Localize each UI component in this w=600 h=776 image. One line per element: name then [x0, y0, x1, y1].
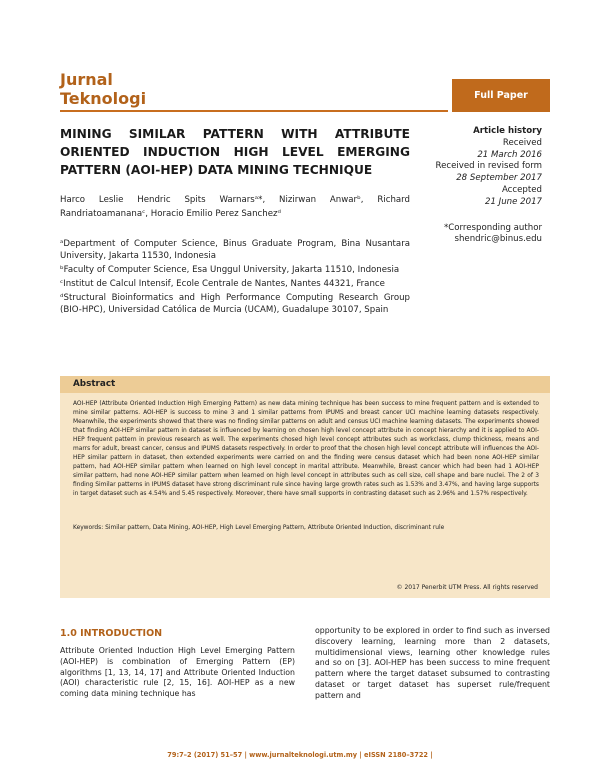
affiliations: [60, 238, 410, 318]
section-heading-introduction: 1.0 INTRODUCTION: [60, 628, 163, 639]
paper-type-label: Full Paper: [474, 90, 528, 101]
accepted-label: Accepted: [501, 184, 542, 195]
corresponding-email[interactable]: shendric@binus.edu: [454, 234, 542, 245]
revised-label: Received in revised form: [435, 161, 542, 172]
abstract-box: [60, 376, 550, 598]
revised-date: 28 September 2017: [456, 173, 542, 184]
affiliation-c: ᶜInstitut de Calcul Intensif, Ecole Centrale de Nantes, Nantes 44321, France: [60, 279, 385, 289]
journal-name-line1: Jurnal: [60, 70, 113, 89]
received-date: 21 March 2016: [477, 149, 542, 160]
copyright: © 2017 Penerbit UTM Press. All rights reserved: [396, 584, 538, 591]
abstract-text: AOI-HEP (Attribute Oriented Induction High Emerging Pattern) as new data mining technique has been success to mine frequent pattern and is extended to mine similar patterns. AOI-HEP is success to mine 3 and 1 similar patterns from IPUMS and breast cancer UCI machine learning datasets respectively. Meanwhile, the experiments showed that there was no finding similar patterns on adult and census UCI machine learning datasets. The experiments showed that finding AOI-HEP similar pattern in dataset is influenced by learning on chosen high level concept attribute in concept hierarchy and it is applied to AOI-HEP frequent pattern in previous research as well. The experiments chosed high level concept attributes such as workclass, clump thickness, means and marrs for adult, breast cancer, census and IPUMS datasets respectively. In order to proof that the chosen high level concept attribute will influences the AOI-HEP similar pattern in dataset, then extended experiments were carried on and the finding were census dataset which had been none AOI-HEP similar pattern, had AOI-HEP similar pattern when learned on high level concept in marital attribute. Meanwhile, Breast cancer which had been had 1 AOI-HEP similar pattern, had none AOI-HEP similar pattern when learned on high level concept in attributes such as cell size, cell shape and bare nuclei. The 2 of 3 finding Similar patterns in IPUMS dataset have strong discriminant rule since having large growth rates such as 1.53% and 3.47%, and having large supports in target dataset such as 4.54% and 5.45 respectively. Moreover, there have small supports in contrasting dataset such as 2.96% and 1.57% respectively.: [73, 401, 539, 497]
abstract-heading: Abstract: [60, 376, 550, 393]
corresponding-label: *Corresponding author: [443, 222, 542, 233]
affiliation-a: ᵃDepartment of Computer Science, Binus Graduate Program, Bina Nusantara University, Jakarta 11530, Indonesia: [60, 239, 410, 261]
affiliation-d: ᵈStructural Bioinformatics and High Performance Computing Research Group (BIO-HPC), Universidad Católica de Murcia (UCAM), Guadalupe 30107, Spain: [60, 293, 410, 315]
history-heading: Article history: [473, 126, 542, 136]
journal-rule: [60, 110, 448, 112]
journal-name-line2: Teknologi: [60, 89, 147, 108]
intro-column-left: Attribute Oriented Induction High Level Emerging Pattern (AOI-HEP) is combination of Emerging Pattern (EP) algorithms [1, 13, 14, 17] and Attribute Oriented Induction (AOI) characteristic rule [2, 15, 16]. AOI-HEP as a new coming data mining technique has: [60, 646, 295, 699]
intro-column-right: opportunity to be explored in order to find such as inversed discovery learning, learning more than 2 datasets, multidimensional views, learning other knowledge rules and so on [3]. AOI-HEP has been success to mine frequent pattern where the target dataset subsumed to contrasting dataset or target dataset has superset rule/frequent pattern and: [315, 626, 550, 700]
article-history: [415, 126, 542, 246]
journal-name: [60, 70, 146, 108]
corresponding-author: [415, 223, 542, 247]
author-list: Harco Leslie Hendric Spits Warnarsᵃ*, Nizirwan Anwarᵇ, Richard Randriatoamananaᶜ, Horacio Emilio Perez Sanchezᵈ: [60, 195, 410, 219]
received-label: Received: [502, 137, 542, 148]
paper-title: MINING SIMILAR PATTERN WITH ATTRIBUTE ORIENTED INDUCTION HIGH LEVEL EMERGING PATTERN (AOI-HEP) DATA MINING TECHNIQUE: [60, 127, 410, 177]
accepted-date: 21 June 2017: [485, 196, 542, 207]
affiliation-b: ᵇFaculty of Computer Science, Esa Unggul University, Jakarta 11510, Indonesia: [60, 265, 400, 275]
page-footer: 79:7–2 (2017) 51–57 | www.jurnalteknologi.utm.my | eISSN 2180–3722 |: [167, 751, 433, 759]
keywords: Keywords: Similar pattern, Data Mining, AOI-HEP, High Level Emerging Pattern, Attribute Oriented Induction, discriminant rule: [73, 525, 445, 531]
paper-type-tag: [452, 79, 550, 112]
